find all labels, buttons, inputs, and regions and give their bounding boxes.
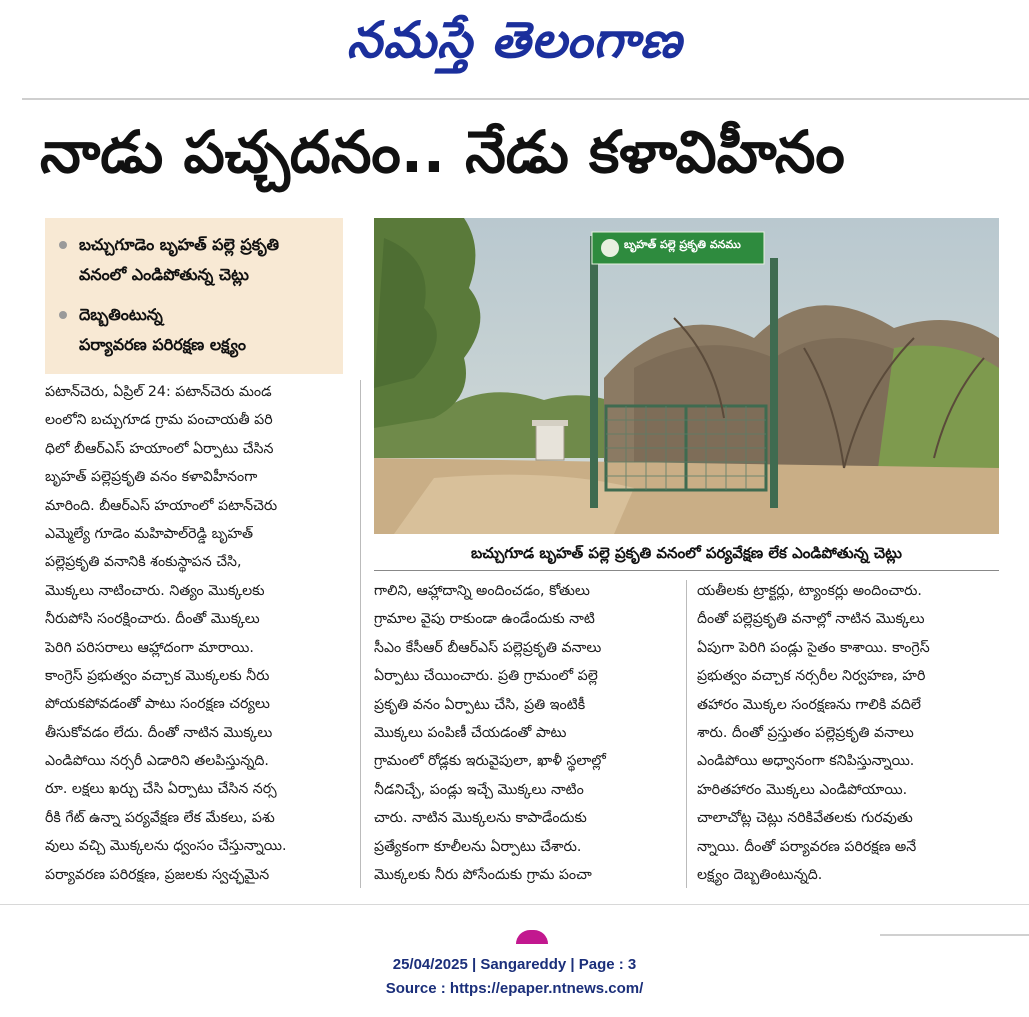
text-line: ప్రకృతి వనం ఏర్పాటు చేసి, ప్రతి ఇంటికీ [374,696,586,713]
text-line: హరితహారం మొక్కలు ఎండిపోయాయి. [697,781,908,798]
article-column-2 [374,577,676,889]
column-separator [360,380,361,888]
text-line: ప్రత్యేకంగా కూలీలను ఏర్పాటు చేశారు. [374,838,582,855]
article-photo [374,218,999,534]
text-line: ఎమ్మెల్యే గూడెం మహిపాల్‌రెడ్డి బృహత్ [45,525,254,542]
column-separator [686,580,687,888]
text-line: తహారం మొక్కల సంరక్షణను గాలికి వదిలే [697,696,921,713]
text-line: చారు. నాటిన మొక్కలను కాపాడేందుకు [374,810,587,827]
forest-gate-photo [374,218,999,534]
text-line: మొక్కలు పంపిణీ చేయడంతో పాటు [374,724,567,741]
text-line: ధిలో బీఆర్‌ఎస్ హయాంలో ఏర్పాటు చేసిన [45,440,274,457]
text-line: నీడనిచ్చే, పండ్లు ఇచ్చే మొక్కలు నాటిం [374,781,584,798]
text-line: ఏపుగా పెరిగి పండ్లు సైతం కాశాయి. కాంగ్రెస్ [697,639,930,656]
footer-source[interactable]: Source : https://epaper.ntnews.com/ [385,980,644,997]
bullet-icon [59,241,67,249]
masthead-logo-text: నమస్తే తెలంగాణ [346,11,683,69]
text-line: పెరిగి పరిసరాలు ఆహ్లాదంగా మారాయి. [45,639,254,656]
caption-divider [374,570,999,571]
text-line: ఎండిపోయి నర్సరీ ఎడారిని తలపిస్తున్నది. [45,753,269,770]
text-line: రూ. లక్షలు ఖర్చు చేసి ఏర్పాటు చేసిన నర్స [45,781,277,798]
text-line: లంలోని బచ్చుగూడ గ్రామ పంచాయతీ పరి [45,412,273,429]
bottom-divider-short [880,934,1029,936]
top-divider [22,98,1029,100]
highlight-line: బచ్చుగూడెం బృహత్ పల్లె ప్రకృతి [79,235,280,254]
bottom-divider [0,904,1029,905]
highlight-line: పర్యావరణ పరిరక్షణ లక్ష్యం [79,335,246,354]
text-line: దీంతో పల్లెప్రకృతి వనాల్లో నాటిన మొక్కలు [697,611,925,628]
text-line: మారింది. బీఆర్‌ఎస్ హయాంలో పటాన్‌చెరు [45,497,278,514]
bullet-icon [59,311,67,319]
article-column-3 [697,577,999,889]
text-line: పటాన్‌చెరు, ఏప్రిల్ 24: పటాన్‌చెరు మండ [45,384,272,400]
highlight-line: దెబ్బతింటున్న [79,305,163,324]
text-line: రీకి గేట్ ఉన్నా పర్యవేక్షణ లేక మేకలు, పశు [45,809,275,826]
text-line: కాంగ్రెస్ ప్రభుత్వం వచ్చాక మొక్కలకు నీరు [45,667,270,684]
footer-dateline: 25/04/2025 | Sangareddy | Page : 3 [392,956,637,973]
text-line: లక్ష్యం దెబ్బతింటున్నది. [697,866,823,883]
next-article-marker-icon [516,930,548,944]
text-line: సీఎం కేసీఆర్ బీఆర్‌ఎస్ పల్లెప్రకృతి వనాలు [374,639,602,656]
text-line: యతీలకు ట్రాక్టర్లు, ట్యాంకర్లు అందించారు. [697,583,922,599]
text-line: గాలిని, ఆహ్లాదాన్ని అందించడం, కోతులు [374,583,590,599]
text-line: నీరుపోసి సంరక్షించారు. దీంతో మొక్కలు [45,611,260,628]
article-column-1 [45,378,347,890]
text-line: శారు. దీంతో ప్రస్తుతం పల్లెప్రకృతి వనాలు [697,724,914,741]
text-line: గ్రామాల వైపు రాకుండా ఉండేందుకు నాటి [374,611,595,628]
text-line: వులు వచ్చి మొక్కలను ధ్వంసం చేస్తున్నాయి. [45,838,287,855]
gate-sign-text: బృహత్ పల్లె ప్రకృతి వనము [624,238,741,251]
text-line: గ్రామంలో రోడ్లకు ఇరువైపులా, ఖాళీ స్థలాల్లో [374,753,606,770]
text-line: చాలాచోట్ల చెట్లు నరికివేతలకు గురవుతు [697,810,913,827]
text-line: ఎండిపోయి అధ్వానంగా కనిపిస్తున్నాయి. [697,753,915,770]
text-line: బృహత్ పల్లెప్రకృతి వనం కళావిహీనంగా [45,469,258,486]
highlight-item [59,230,335,290]
text-line: మొక్కలు నాటించారు. నిత్యం మొక్కలకు [45,582,265,599]
text-line: తీసుకోవడం లేదు. దీంతో నాటిన మొక్కలు [45,724,273,741]
page-footer [0,953,1029,1001]
text-line: పర్యావరణ పరిరక్షణ, ప్రజలకు స్వచ్ఛమైన [45,866,270,883]
text-line: పల్లెప్రకృతి వనానికి శంకుస్థాపన చేసి, [45,554,242,571]
text-line: పోయకపోవడంతో పాటు సంరక్షణ చర్యలు [45,696,270,713]
highlight-item [59,300,335,360]
photo-caption: బచ్చుగూడ బృహత్ పల్లె ప్రకృతి వనంలో పర్యవేక్షణ లేక ఎండిపోతున్న చెట్లు [471,544,902,562]
article-headline: నాడు పచ్చదనం.. నేడు కళావిహీనం [40,118,845,186]
text-line: ఏర్పాటు చేయించారు. ప్రతి గ్రామంలో పల్లె [374,668,598,685]
masthead [0,6,1029,76]
highlights-box [45,218,343,374]
text-line: మొక్కలకు నీరు పోసేందుకు గ్రామ పంచా [374,866,592,883]
highlight-line: వనంలో ఎండిపోతున్న చెట్లు [79,265,249,284]
text-line: ప్రభుత్వం వచ్చాక నర్సరీల నిర్వహణ, హరి [697,668,926,685]
text-line: న్నాయి. దీంతో పర్యావరణ పరిరక్షణ అనే [697,838,917,855]
